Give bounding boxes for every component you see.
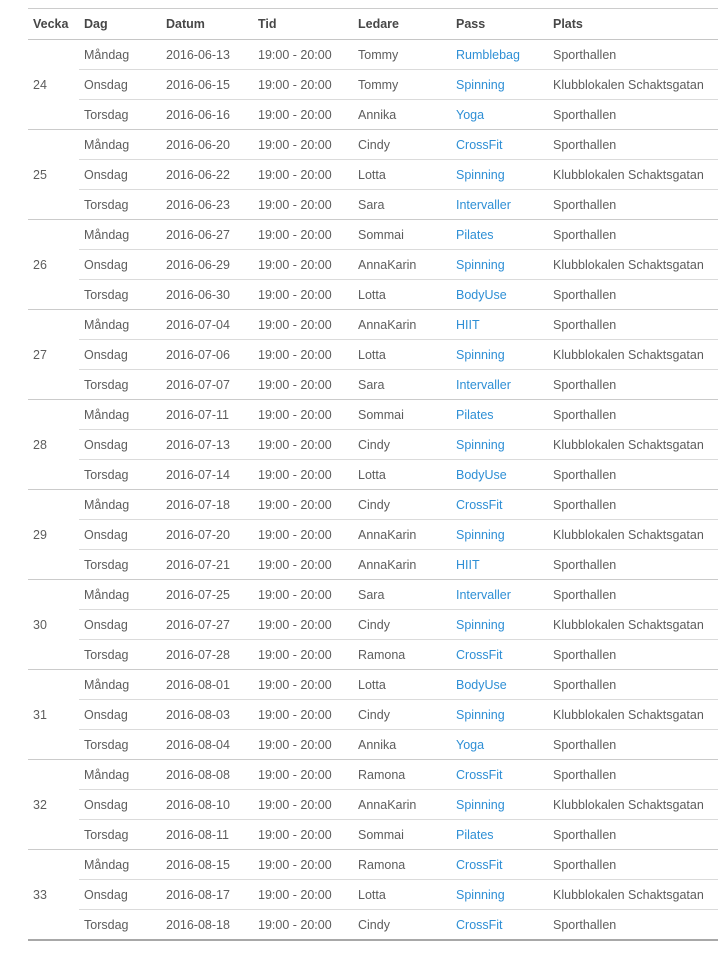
cell-plats: Sporthallen bbox=[548, 310, 718, 340]
pass-link[interactable]: Spinning bbox=[456, 797, 505, 812]
column-header-dag: Dag bbox=[79, 9, 161, 40]
pass-link[interactable]: Intervaller bbox=[456, 587, 511, 602]
cell-ledare: Cindy bbox=[353, 130, 451, 160]
pass-link[interactable]: Spinning bbox=[456, 437, 505, 452]
cell-tid: 19:00 - 20:00 bbox=[253, 460, 353, 490]
cell-plats: Sporthallen bbox=[548, 400, 718, 430]
cell-dag: Måndag bbox=[79, 40, 161, 70]
cell-datum: 2016-07-28 bbox=[161, 640, 253, 670]
cell-datum: 2016-06-29 bbox=[161, 250, 253, 280]
pass-link[interactable]: Intervaller bbox=[456, 197, 511, 212]
cell-vecka: 26 bbox=[28, 220, 79, 310]
table-row bbox=[28, 820, 718, 850]
cell-datum: 2016-08-18 bbox=[161, 910, 253, 941]
table-row bbox=[28, 130, 718, 160]
cell-vecka: 27 bbox=[28, 310, 79, 400]
cell-plats: Sporthallen bbox=[548, 280, 718, 310]
cell-pass bbox=[451, 190, 548, 220]
pass-link[interactable]: Rumblebag bbox=[456, 47, 520, 62]
table-row bbox=[28, 850, 718, 880]
cell-datum: 2016-07-07 bbox=[161, 370, 253, 400]
table-row bbox=[28, 220, 718, 250]
cell-pass bbox=[451, 160, 548, 190]
cell-tid: 19:00 - 20:00 bbox=[253, 580, 353, 610]
cell-dag: Måndag bbox=[79, 490, 161, 520]
cell-pass bbox=[451, 880, 548, 910]
cell-datum: 2016-08-01 bbox=[161, 670, 253, 700]
cell-tid: 19:00 - 20:00 bbox=[253, 610, 353, 640]
cell-pass bbox=[451, 820, 548, 850]
cell-datum: 2016-07-18 bbox=[161, 490, 253, 520]
cell-plats: Sporthallen bbox=[548, 40, 718, 70]
pass-link[interactable]: HIIT bbox=[456, 557, 480, 572]
cell-plats: Klubblokalen Schaktsgatan bbox=[548, 430, 718, 460]
cell-tid: 19:00 - 20:00 bbox=[253, 640, 353, 670]
cell-datum: 2016-07-20 bbox=[161, 520, 253, 550]
cell-ledare: AnnaKarin bbox=[353, 550, 451, 580]
pass-link[interactable]: Spinning bbox=[456, 77, 505, 92]
cell-pass bbox=[451, 700, 548, 730]
cell-vecka: 30 bbox=[28, 580, 79, 670]
cell-pass bbox=[451, 70, 548, 100]
cell-datum: 2016-07-13 bbox=[161, 430, 253, 460]
cell-plats: Sporthallen bbox=[548, 220, 718, 250]
cell-plats: Sporthallen bbox=[548, 760, 718, 790]
cell-tid: 19:00 - 20:00 bbox=[253, 70, 353, 100]
cell-tid: 19:00 - 20:00 bbox=[253, 100, 353, 130]
cell-datum: 2016-06-15 bbox=[161, 70, 253, 100]
table-row bbox=[28, 400, 718, 430]
cell-datum: 2016-08-15 bbox=[161, 850, 253, 880]
cell-tid: 19:00 - 20:00 bbox=[253, 160, 353, 190]
cell-plats: Klubblokalen Schaktsgatan bbox=[548, 520, 718, 550]
cell-pass bbox=[451, 610, 548, 640]
table-row bbox=[28, 40, 718, 70]
cell-dag: Onsdag bbox=[79, 340, 161, 370]
cell-tid: 19:00 - 20:00 bbox=[253, 250, 353, 280]
cell-tid: 19:00 - 20:00 bbox=[253, 550, 353, 580]
cell-dag: Torsdag bbox=[79, 280, 161, 310]
cell-datum: 2016-06-22 bbox=[161, 160, 253, 190]
table-row bbox=[28, 490, 718, 520]
cell-dag: Torsdag bbox=[79, 370, 161, 400]
table-row bbox=[28, 910, 718, 941]
cell-plats: Sporthallen bbox=[548, 370, 718, 400]
cell-ledare: Cindy bbox=[353, 910, 451, 941]
table-row bbox=[28, 370, 718, 400]
table-row bbox=[28, 790, 718, 820]
cell-pass bbox=[451, 790, 548, 820]
cell-ledare: Sara bbox=[353, 580, 451, 610]
cell-ledare: Annika bbox=[353, 100, 451, 130]
cell-plats: Klubblokalen Schaktsgatan bbox=[548, 340, 718, 370]
cell-dag: Torsdag bbox=[79, 820, 161, 850]
column-header-ledare: Ledare bbox=[353, 9, 451, 40]
cell-dag: Onsdag bbox=[79, 250, 161, 280]
pass-link[interactable]: Spinning bbox=[456, 167, 505, 182]
cell-datum: 2016-08-03 bbox=[161, 700, 253, 730]
cell-datum: 2016-08-04 bbox=[161, 730, 253, 760]
column-header-datum: Datum bbox=[161, 9, 253, 40]
table-row bbox=[28, 160, 718, 190]
cell-plats: Sporthallen bbox=[548, 670, 718, 700]
cell-datum: 2016-07-04 bbox=[161, 310, 253, 340]
cell-plats: Klubblokalen Schaktsgatan bbox=[548, 160, 718, 190]
cell-plats: Klubblokalen Schaktsgatan bbox=[548, 700, 718, 730]
cell-dag: Måndag bbox=[79, 580, 161, 610]
cell-plats: Sporthallen bbox=[548, 850, 718, 880]
schedule-table bbox=[28, 8, 718, 941]
table-row bbox=[28, 430, 718, 460]
table-row bbox=[28, 100, 718, 130]
pass-link[interactable]: BodyUse bbox=[456, 677, 507, 692]
table-header bbox=[28, 9, 718, 40]
cell-vecka: 33 bbox=[28, 850, 79, 941]
cell-dag: Torsdag bbox=[79, 640, 161, 670]
cell-vecka: 24 bbox=[28, 40, 79, 130]
table-row bbox=[28, 340, 718, 370]
cell-plats: Klubblokalen Schaktsgatan bbox=[548, 880, 718, 910]
cell-dag: Onsdag bbox=[79, 520, 161, 550]
schedule-table-container bbox=[28, 8, 718, 941]
pass-link[interactable]: Spinning bbox=[456, 707, 505, 722]
cell-ledare: AnnaKarin bbox=[353, 790, 451, 820]
pass-link[interactable]: CrossFit bbox=[456, 857, 503, 872]
cell-tid: 19:00 - 20:00 bbox=[253, 280, 353, 310]
cell-pass bbox=[451, 490, 548, 520]
pass-link[interactable]: Spinning bbox=[456, 617, 505, 632]
cell-pass bbox=[451, 400, 548, 430]
cell-plats: Sporthallen bbox=[548, 580, 718, 610]
pass-link[interactable]: HIIT bbox=[456, 317, 480, 332]
table-row bbox=[28, 280, 718, 310]
cell-pass bbox=[451, 910, 548, 941]
table-row bbox=[28, 730, 718, 760]
pass-link[interactable]: CrossFit bbox=[456, 767, 503, 782]
cell-ledare: Lotta bbox=[353, 340, 451, 370]
pass-link[interactable]: BodyUse bbox=[456, 467, 507, 482]
cell-ledare: Lotta bbox=[353, 160, 451, 190]
cell-tid: 19:00 - 20:00 bbox=[253, 340, 353, 370]
cell-ledare: Sara bbox=[353, 190, 451, 220]
pass-link[interactable]: CrossFit bbox=[456, 647, 503, 662]
cell-pass bbox=[451, 850, 548, 880]
cell-datum: 2016-06-23 bbox=[161, 190, 253, 220]
pass-link[interactable]: CrossFit bbox=[456, 917, 503, 932]
cell-dag: Onsdag bbox=[79, 790, 161, 820]
cell-pass bbox=[451, 580, 548, 610]
pass-link[interactable]: Pilates bbox=[456, 827, 494, 842]
cell-dag: Måndag bbox=[79, 670, 161, 700]
cell-datum: 2016-07-14 bbox=[161, 460, 253, 490]
column-header-plats: Plats bbox=[548, 9, 718, 40]
cell-plats: Sporthallen bbox=[548, 130, 718, 160]
column-header-vecka: Vecka bbox=[28, 9, 79, 40]
cell-tid: 19:00 - 20:00 bbox=[253, 520, 353, 550]
cell-dag: Onsdag bbox=[79, 700, 161, 730]
cell-plats: Sporthallen bbox=[548, 910, 718, 941]
cell-ledare: Annika bbox=[353, 730, 451, 760]
table-row bbox=[28, 310, 718, 340]
cell-dag: Onsdag bbox=[79, 70, 161, 100]
cell-dag: Onsdag bbox=[79, 430, 161, 460]
cell-pass bbox=[451, 520, 548, 550]
pass-link[interactable]: CrossFit bbox=[456, 137, 503, 152]
cell-tid: 19:00 - 20:00 bbox=[253, 910, 353, 941]
cell-pass bbox=[451, 730, 548, 760]
cell-pass bbox=[451, 550, 548, 580]
cell-tid: 19:00 - 20:00 bbox=[253, 880, 353, 910]
cell-tid: 19:00 - 20:00 bbox=[253, 820, 353, 850]
cell-pass bbox=[451, 280, 548, 310]
cell-ledare: Sommai bbox=[353, 400, 451, 430]
table-row bbox=[28, 520, 718, 550]
cell-datum: 2016-07-21 bbox=[161, 550, 253, 580]
cell-ledare: Lotta bbox=[353, 670, 451, 700]
table-row bbox=[28, 70, 718, 100]
pass-link[interactable]: Spinning bbox=[456, 257, 505, 272]
cell-ledare: Tommy bbox=[353, 40, 451, 70]
cell-plats: Sporthallen bbox=[548, 550, 718, 580]
header-row bbox=[28, 9, 718, 40]
cell-pass bbox=[451, 460, 548, 490]
cell-ledare: Ramona bbox=[353, 640, 451, 670]
cell-ledare: Ramona bbox=[353, 850, 451, 880]
cell-tid: 19:00 - 20:00 bbox=[253, 190, 353, 220]
pass-link[interactable]: CrossFit bbox=[456, 497, 503, 512]
cell-tid: 19:00 - 20:00 bbox=[253, 430, 353, 460]
cell-dag: Torsdag bbox=[79, 460, 161, 490]
cell-plats: Sporthallen bbox=[548, 460, 718, 490]
cell-datum: 2016-06-30 bbox=[161, 280, 253, 310]
cell-plats: Sporthallen bbox=[548, 640, 718, 670]
pass-link[interactable]: Pilates bbox=[456, 407, 494, 422]
cell-vecka: 25 bbox=[28, 130, 79, 220]
table-row bbox=[28, 880, 718, 910]
cell-plats: Sporthallen bbox=[548, 490, 718, 520]
cell-dag: Måndag bbox=[79, 310, 161, 340]
cell-ledare: Lotta bbox=[353, 460, 451, 490]
pass-link[interactable]: Spinning bbox=[456, 527, 505, 542]
column-header-pass: Pass bbox=[451, 9, 548, 40]
cell-pass bbox=[451, 40, 548, 70]
cell-tid: 19:00 - 20:00 bbox=[253, 130, 353, 160]
cell-ledare: AnnaKarin bbox=[353, 520, 451, 550]
pass-link[interactable]: Pilates bbox=[456, 227, 494, 242]
pass-link[interactable]: Spinning bbox=[456, 887, 505, 902]
cell-dag: Onsdag bbox=[79, 610, 161, 640]
cell-datum: 2016-08-17 bbox=[161, 880, 253, 910]
cell-plats: Klubblokalen Schaktsgatan bbox=[548, 70, 718, 100]
cell-tid: 19:00 - 20:00 bbox=[253, 700, 353, 730]
cell-ledare: Cindy bbox=[353, 430, 451, 460]
cell-pass bbox=[451, 130, 548, 160]
table-row bbox=[28, 460, 718, 490]
pass-link[interactable]: BodyUse bbox=[456, 287, 507, 302]
cell-ledare: Lotta bbox=[353, 280, 451, 310]
cell-datum: 2016-07-06 bbox=[161, 340, 253, 370]
cell-ledare: Lotta bbox=[353, 880, 451, 910]
cell-pass bbox=[451, 340, 548, 370]
table-row bbox=[28, 190, 718, 220]
cell-dag: Onsdag bbox=[79, 160, 161, 190]
cell-dag: Måndag bbox=[79, 130, 161, 160]
cell-vecka: 28 bbox=[28, 400, 79, 490]
pass-link[interactable]: Intervaller bbox=[456, 377, 511, 392]
cell-plats: Klubblokalen Schaktsgatan bbox=[548, 610, 718, 640]
cell-plats: Klubblokalen Schaktsgatan bbox=[548, 790, 718, 820]
cell-plats: Klubblokalen Schaktsgatan bbox=[548, 250, 718, 280]
column-header-tid: Tid bbox=[253, 9, 353, 40]
cell-ledare: Cindy bbox=[353, 490, 451, 520]
cell-datum: 2016-06-13 bbox=[161, 40, 253, 70]
cell-plats: Sporthallen bbox=[548, 730, 718, 760]
cell-vecka: 31 bbox=[28, 670, 79, 760]
cell-plats: Sporthallen bbox=[548, 820, 718, 850]
cell-dag: Torsdag bbox=[79, 190, 161, 220]
cell-pass bbox=[451, 370, 548, 400]
cell-dag: Måndag bbox=[79, 760, 161, 790]
pass-link[interactable]: Yoga bbox=[456, 737, 485, 752]
cell-pass bbox=[451, 220, 548, 250]
cell-datum: 2016-08-11 bbox=[161, 820, 253, 850]
table-row bbox=[28, 670, 718, 700]
cell-ledare: Sommai bbox=[353, 220, 451, 250]
cell-ledare: AnnaKarin bbox=[353, 250, 451, 280]
cell-dag: Onsdag bbox=[79, 880, 161, 910]
cell-datum: 2016-07-27 bbox=[161, 610, 253, 640]
cell-plats: Sporthallen bbox=[548, 190, 718, 220]
table-row bbox=[28, 700, 718, 730]
cell-pass bbox=[451, 670, 548, 700]
cell-vecka: 29 bbox=[28, 490, 79, 580]
cell-pass bbox=[451, 430, 548, 460]
cell-dag: Måndag bbox=[79, 400, 161, 430]
cell-tid: 19:00 - 20:00 bbox=[253, 730, 353, 760]
cell-vecka: 32 bbox=[28, 760, 79, 850]
pass-link[interactable]: Yoga bbox=[456, 107, 485, 122]
cell-ledare: Tommy bbox=[353, 70, 451, 100]
cell-pass bbox=[451, 100, 548, 130]
cell-ledare: Cindy bbox=[353, 610, 451, 640]
table-row bbox=[28, 610, 718, 640]
pass-link[interactable]: Spinning bbox=[456, 347, 505, 362]
schedule-body bbox=[28, 40, 718, 941]
cell-datum: 2016-06-16 bbox=[161, 100, 253, 130]
cell-ledare: Sara bbox=[353, 370, 451, 400]
table-row bbox=[28, 250, 718, 280]
cell-datum: 2016-07-11 bbox=[161, 400, 253, 430]
cell-ledare: AnnaKarin bbox=[353, 310, 451, 340]
cell-ledare: Sommai bbox=[353, 820, 451, 850]
cell-ledare: Cindy bbox=[353, 700, 451, 730]
cell-tid: 19:00 - 20:00 bbox=[253, 850, 353, 880]
cell-datum: 2016-07-25 bbox=[161, 580, 253, 610]
cell-pass bbox=[451, 640, 548, 670]
cell-dag: Måndag bbox=[79, 220, 161, 250]
cell-pass bbox=[451, 310, 548, 340]
cell-dag: Torsdag bbox=[79, 100, 161, 130]
cell-tid: 19:00 - 20:00 bbox=[253, 220, 353, 250]
cell-tid: 19:00 - 20:00 bbox=[253, 790, 353, 820]
cell-tid: 19:00 - 20:00 bbox=[253, 490, 353, 520]
table-row bbox=[28, 550, 718, 580]
cell-dag: Måndag bbox=[79, 850, 161, 880]
cell-datum: 2016-08-08 bbox=[161, 760, 253, 790]
cell-datum: 2016-06-27 bbox=[161, 220, 253, 250]
cell-tid: 19:00 - 20:00 bbox=[253, 400, 353, 430]
cell-tid: 19:00 - 20:00 bbox=[253, 310, 353, 340]
cell-tid: 19:00 - 20:00 bbox=[253, 670, 353, 700]
cell-tid: 19:00 - 20:00 bbox=[253, 40, 353, 70]
cell-dag: Torsdag bbox=[79, 730, 161, 760]
cell-plats: Sporthallen bbox=[548, 100, 718, 130]
cell-pass bbox=[451, 760, 548, 790]
cell-pass bbox=[451, 250, 548, 280]
cell-dag: Torsdag bbox=[79, 910, 161, 941]
cell-dag: Torsdag bbox=[79, 550, 161, 580]
cell-tid: 19:00 - 20:00 bbox=[253, 760, 353, 790]
table-row bbox=[28, 580, 718, 610]
cell-datum: 2016-06-20 bbox=[161, 130, 253, 160]
cell-tid: 19:00 - 20:00 bbox=[253, 370, 353, 400]
cell-datum: 2016-08-10 bbox=[161, 790, 253, 820]
cell-ledare: Ramona bbox=[353, 760, 451, 790]
table-row bbox=[28, 760, 718, 790]
table-row bbox=[28, 640, 718, 670]
